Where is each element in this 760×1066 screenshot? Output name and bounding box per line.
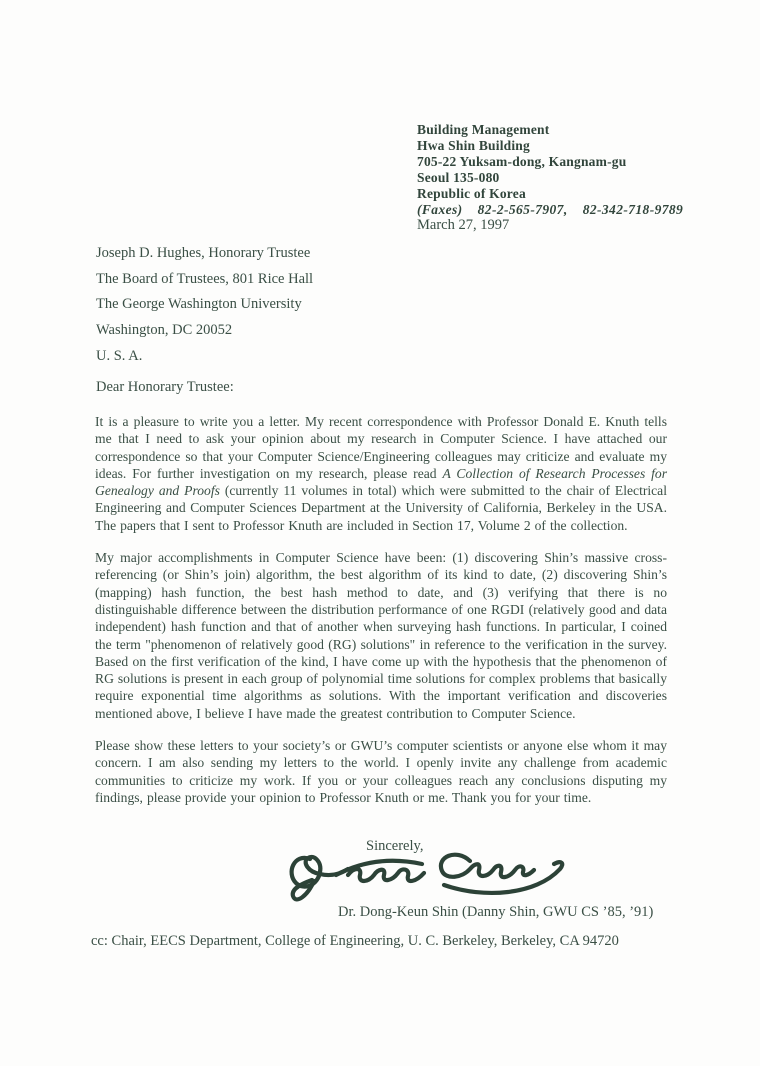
recipient-line-city: Washington, DC 20052 (96, 322, 233, 339)
paragraph-3: Please show these letters to your society’s or GWU’s computer scientists or anyone else whom it may concern. I am also sending my letters to the world. I openly invite any challenge from academic communities to criticize my work. If you or your colleagues reach any conclusions disputing my findings, please provide your opinion to Professor Knuth or me. Thank you for your time. (95, 738, 667, 805)
salutation: Dear Honorary Trustee: (96, 379, 234, 395)
sender-line-street: 705-22 Yuksam-dong, Kangnam-gu (417, 154, 627, 169)
recipient-line-university: The George Washington University (96, 296, 302, 313)
handwritten-signature-dong-keun-shin (284, 845, 574, 909)
sender-fax-line: (Faxes) 82-2-565-7907, 82-342-718-9789 (417, 202, 684, 217)
signer-typed-name: Dr. Dong-Keun Shin (Danny Shin, GWU CS ’85, ’91) (338, 904, 654, 920)
cc-line: cc: Chair, EECS Department, College of Engineering, U. C. Berkeley, Berkeley, CA 94720 (91, 933, 619, 949)
sender-line-city: Seoul 135-080 (417, 170, 500, 185)
sender-line-org: Building Management (417, 122, 550, 137)
recipient-line-country: U. S. A. (96, 347, 143, 364)
date-line: March 27, 1997 (417, 217, 510, 233)
sender-line-building: Hwa Shin Building (417, 138, 530, 153)
publication-title: A Collection of Research Processes for Genealogy and Proofs (95, 465, 667, 499)
paragraph-2: My major accomplishments in Computer Science have been: (1) discovering Shin’s massive cross-referencing (or Shin’s join) algorithm, the best algorithm of its kind to date, (2) discovering Shin’s (mapping) hash function, the best hash method to date, and (3) verifying that there is no distinguishable difference between the distribution performance of one RGDI (relatively good and data independent) hash function and that of another when surveying hash functions. In particular, I coined the term "phenomenon of relatively good (RG) solutions" in reference to the verification in the survey. Based on the first verification of the kind, I have come up with the hypothesis that the phenomenon of RG solutions is present in each group of polynomial time solutions for complex problems that basically require exponential time algorithms as solutions. With the important verification and discoveries mentioned above, I believe I have made the greatest contribution to Computer Science. (95, 550, 667, 721)
recipient-address-block (96, 241, 313, 370)
closing-sincerely: Sincerely, (366, 838, 424, 854)
sender-address-block (417, 122, 683, 218)
signature-stroke-middle-letters (348, 869, 424, 881)
recipient-line-board: The Board of Trustees, 801 Rice Hall (96, 270, 314, 287)
letter-body (95, 413, 667, 821)
signature-stroke-shin (441, 855, 534, 877)
paragraph-1 (95, 413, 667, 534)
paragraph-1-text: It is a pleasure to write you a letter. My recent correspondence with Professor Donald E. Knuth tells me that I need to ask your opinion about my research in Computer Science. I have attached our correspondence so that your Computer Science/Engineering colleagues may criticize and evaluate my ideas. For further investigation on my research, please read (95, 414, 667, 481)
sender-line-country: Republic of Korea (417, 186, 526, 201)
recipient-line-name: Joseph D. Hughes, Honorary Trustee (96, 245, 311, 261)
paragraph-1-continued: (currently 11 volumes in total) which were submitted to the chair of Electrical Engineering and Computer Sciences Department at the University of California, Berkeley in the USA. The papers that I sent to Professor Knuth are included in Section 17, Volume 2 of the collection. (95, 483, 667, 533)
